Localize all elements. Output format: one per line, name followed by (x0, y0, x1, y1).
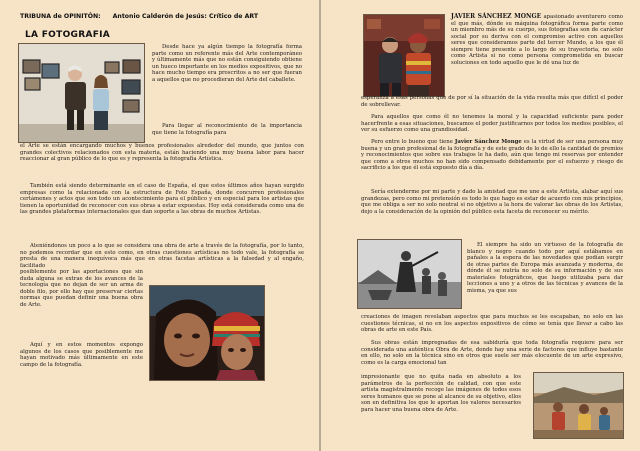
right-paragraph-3 (361, 139, 623, 172)
right-paragraph-5-end: creaciones de imagen revelaban aspectos que para muchos se les escapaban, no solo en las cuestiones técnicas, si no en los aspectos expositivos de cómo se tenía que llevar a cabo las obras de arte en este País. (361, 314, 623, 333)
left-paragraph-4: Ateniéndonos un poco a lo que se considera una obra de arte a través de la fotografía, por lo tanto, no podemos recordar que en esto como, en otras cuestiones artísticas no todo vale, la fotografía se presta de una manera inequívoca más que en otras facetas artísticas a la falsedad y al engaño, facilitado (20, 243, 304, 269)
right-paragraph-1-end: esperanza a esas personas que de por sí la situación de la vida resulta más que difícil el poder de sobrellevar. (361, 95, 623, 108)
right-paragraph-1-text: apasionado aventurero como el que más, dónde su máquina fotográfica forma parte como un miembro más de su cuerpo, sus fotografías son de carácter social por su deriva con el compromiso activo con aquellos seres que consideramos parte del tercer Mundo, a los que él siempre tiene presente a lo largo de su trayectoria, no solo como Artista si no como persona comprometida en buscar soluciones en todo aquello que le dé una luz de (451, 14, 623, 66)
village-scene-photo (533, 372, 624, 439)
right-paragraph-6: Sus obras están impregnadas de esa sabiduría que toda fotografía requiere para ser considerada una auténtica Obra de Arte, donde hay una serie de factores que influye bastante en ello, no solo en la técnica sino en otros que suele ser más elocuente de un arte expresivo, como es la carga emocional tan (361, 340, 623, 366)
header-section: TRIBUNA de OPINITÓN: (20, 13, 101, 20)
left-paragraph-4-continued: posiblemente por las aportaciones que sin duda alguna se extrae de los avances de la tecnología que no dejan de ser un arma de doble filo, por ello hay que preservar ciertas normas que puedan definir una buena obra de Arte. (20, 269, 143, 308)
right-paragraph-2: Para aquellos que como él no tenemos la moral y la capacidad suficiente para poder hacerfrente a esas situaciones, buscamos el poder justificarnos por todos los medios posibles, el ver su esfuerzo como una grandiosidad. (361, 114, 623, 133)
right-page (321, 0, 640, 451)
photographer-name-inline: Javier Sánchez Monge (454, 139, 522, 145)
left-paragraph-5: Aquí y en estos momentos expongo algunos de los casos que posiblemente me hayan motivado más últimamente en este campo de la fotografía. (20, 342, 143, 368)
right-paragraph-4: Sería extenderme por mi parte y dado la amistad que me une a este Artista, alabar aquí sus grandezas, pero como mi pretensión es todo lo que hago es estar de acuerdo con mis principios, que me obliga a ser no solo neutral si no objetivo a la hora de valorar las obras de los Artistas, dejo a la consideración de la opinión del público esta faceta de reconocer su mérito. (361, 189, 623, 215)
left-paragraph-3: También está siendo determinante en el caso de España, el que estos últimos años hayan surgido empresas como la relacionada con la estructura de Foto España, donde concurren profesionales certámenes y actos que son todo un acontecimiento para el público y en especial para los artistas que tienen la oportunidad de reconocer con sus obras a estar expuestas. Hoy está considerada como una de las grandes plataformas internacionales que dan soporte a las obras de muchos Artistas. (20, 183, 304, 215)
right-paragraph-5: El siempre ha sido un virtuoso de la fotografía de blanco y negro cuando todo por aquí estábamos en pañales a la espera de las novedades que podían surgir de otras partes de Europa más avanzada y moderna, de dónde él se nutría no solo de su información y de sus materiales fotográficos, que luego utilizaba para dar lecciones a uno y a otros de las técnicas y avances de la misma, ya que sus (467, 242, 623, 294)
header-author: Antonio Calderón de Jesús: Crítico de ART (112, 13, 259, 20)
children-portrait-photo (149, 285, 265, 381)
right-paragraph-1 (451, 14, 623, 66)
page-header (20, 13, 258, 20)
photographer-name: JAVIER SÁNCHEZ MONGE (451, 13, 542, 20)
black-and-white-photo (357, 239, 462, 309)
right-paragraph-6-continued: impresionante que no quita nada en absoluto a los parámetros de la perfección de calidad, con que este artista magistralmente recoge las imágenes de todos esos seres humanos que se pone al alcance de su objetivo, ellos son en definitiva los que le aportan los valores necesarios para hacer una buena obra de Arte. (361, 374, 521, 413)
left-page (0, 0, 319, 451)
gallery-photo (18, 43, 145, 143)
left-paragraph-1: Desde hace ya algún tiempo la fotografía forma parte como un referente más del Arte contemporáneo y últimamente más que no están consiguiendo obtiene un hueco importante en los medios expositivos, que no hace mucho tiempo era proscritos a no ser que fueran a aquellos que no procedieran del Arte del caballete. (152, 44, 302, 83)
left-paragraph-2-start: Para llegar al reconocimiento de la importancia que tiene la fotografía para (152, 123, 302, 136)
right-paragraph-3-text: es la virtud de ser una persona muy buena y un gran profesional de la fotografía y de este grado de lo de ello la cantidad de premios y reconocimientos que sobre sus trabajos le ha dado, aún que tengo mi reservas por entender que como a otros muchos no han sido compensado debidamente por el esfuerzo y riesgo de sacrificio a los que él está expuesto día a día. (361, 139, 624, 171)
photographer-portrait-photo (363, 14, 445, 97)
article-title: LA FOTOGRAFIA (25, 30, 111, 40)
right-paragraph-3-lead: Pero entre lo bueno que tiene (371, 139, 455, 145)
left-paragraph-2: el Arte se están encargando muchos y buenos profesionales alrededor del mundo, que juntos con grandes colectivos relacionados con esta materia, están haciendo una muy buena labor para hacer reaccionar al gran público de lo que es y representa la fotografía Artística. (20, 143, 304, 162)
